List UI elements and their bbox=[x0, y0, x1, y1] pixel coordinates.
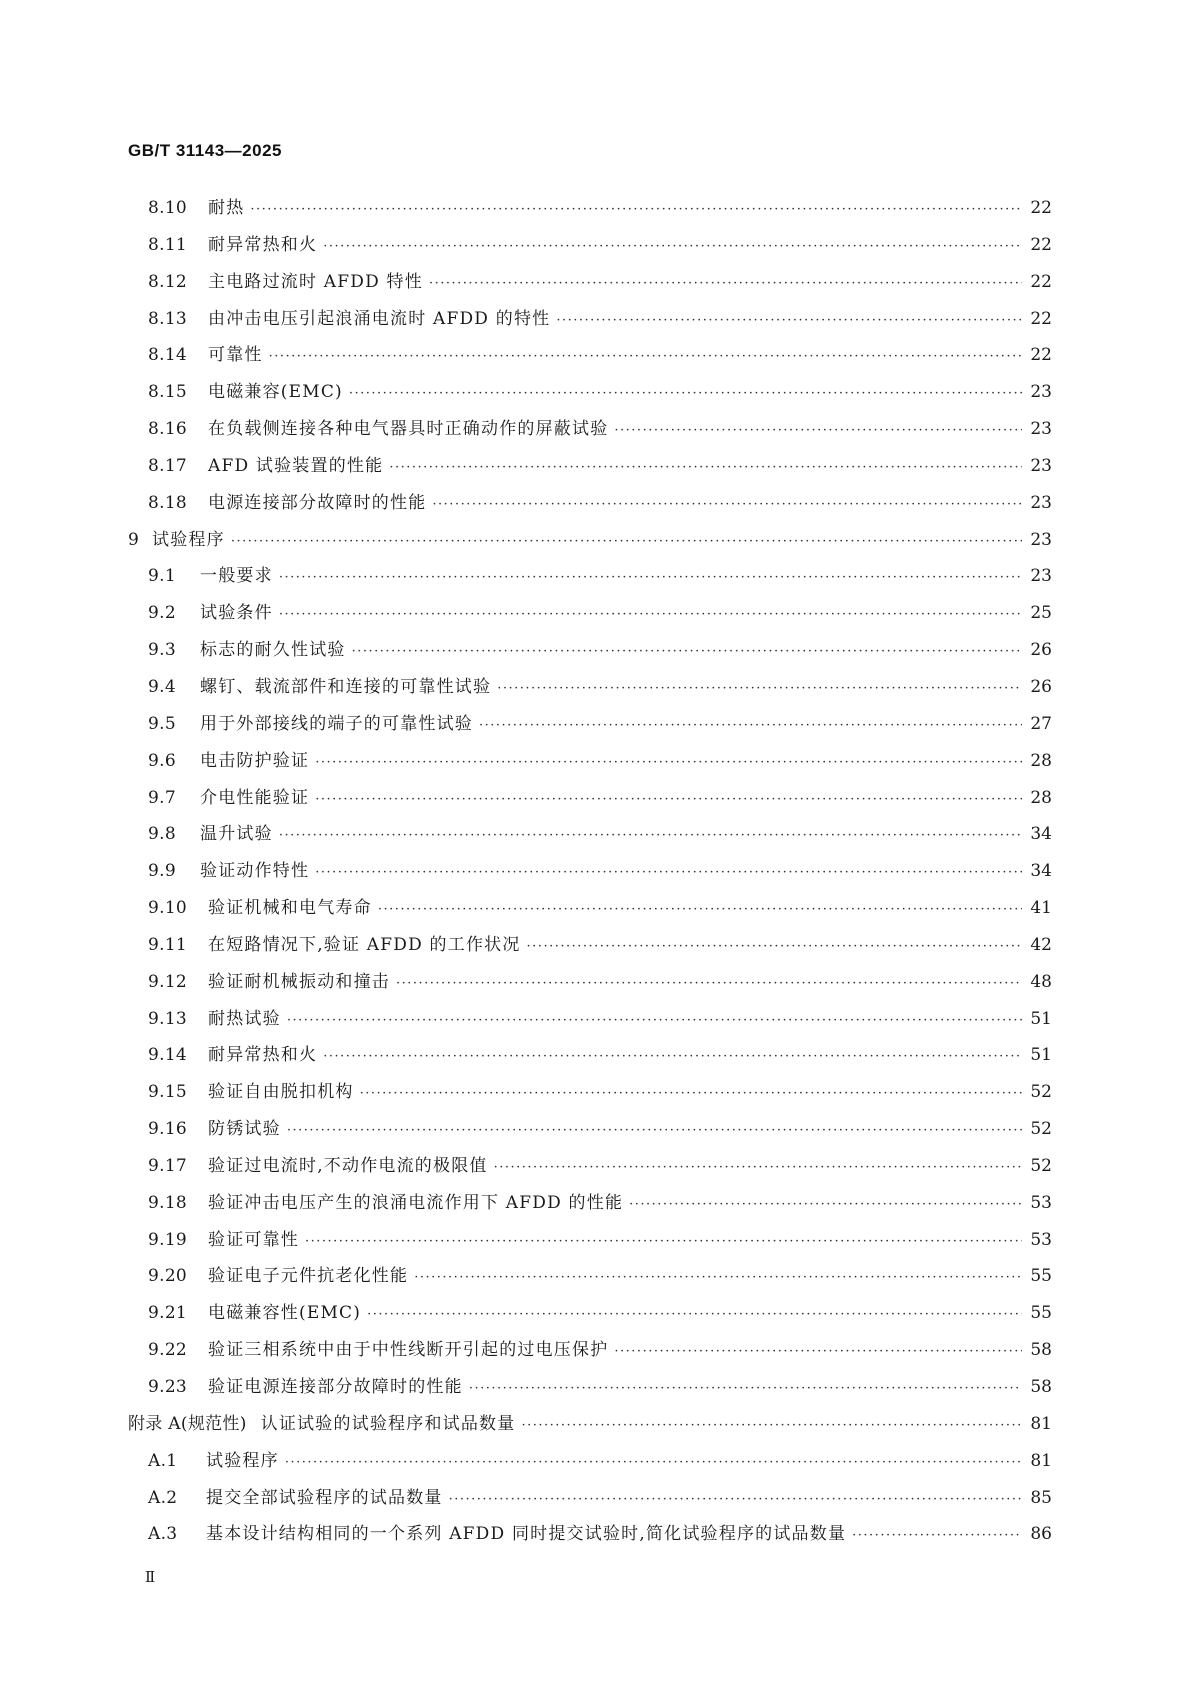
toc-entry-page: 34 bbox=[1030, 824, 1052, 845]
toc-entry-title: 提交全部试验程序的试品数量 bbox=[206, 1487, 443, 1508]
toc-entry[interactable] bbox=[128, 1372, 1052, 1409]
toc-dot-leader bbox=[287, 1123, 1022, 1138]
toc-entry-number: 9.1 bbox=[148, 566, 176, 587]
toc-entry-number: 9.17 bbox=[148, 1155, 188, 1176]
toc-entry[interactable] bbox=[128, 451, 1052, 488]
toc-dot-leader bbox=[323, 239, 1022, 254]
toc-entry-title: 耐热 bbox=[208, 198, 245, 218]
toc-dot-leader bbox=[349, 386, 1022, 401]
toc-entry-number: 9.20 bbox=[148, 1266, 188, 1287]
toc-entry-page: 55 bbox=[1030, 1303, 1052, 1324]
toc-entry-number: 8.17 bbox=[148, 455, 188, 476]
toc-entry-number: 附录 A(规范性) bbox=[128, 1413, 247, 1434]
toc-entry-page: 22 bbox=[1030, 308, 1052, 329]
toc-entry[interactable] bbox=[128, 819, 1052, 856]
toc-entry[interactable] bbox=[128, 635, 1052, 672]
toc-entry-page: 85 bbox=[1030, 1487, 1052, 1508]
toc-entry-number: 9.15 bbox=[148, 1082, 188, 1103]
toc-dot-leader bbox=[287, 1013, 1022, 1028]
toc-dot-leader bbox=[432, 497, 1022, 512]
toc-dot-leader bbox=[556, 313, 1022, 328]
toc-entry-page: 86 bbox=[1030, 1524, 1052, 1545]
toc-entry[interactable] bbox=[128, 672, 1052, 709]
toc-entry-title: 在负载侧连接各种电气器具时正确动作的屏蔽试验 bbox=[208, 419, 609, 440]
toc-entry-number: 9.13 bbox=[148, 1008, 188, 1029]
toc-entry-page: 23 bbox=[1030, 419, 1052, 440]
toc-entry[interactable] bbox=[128, 1004, 1052, 1041]
toc-entry-title: 验证动作特性 bbox=[200, 861, 310, 882]
toc-entry[interactable] bbox=[128, 893, 1052, 930]
toc-entry-page: 48 bbox=[1030, 971, 1052, 992]
toc-entry-title: 验证自由脱扣机构 bbox=[208, 1082, 354, 1103]
toc-entry-number: 9.23 bbox=[148, 1377, 188, 1397]
toc-dot-leader bbox=[305, 1234, 1022, 1249]
toc-entry-number: 8.10 bbox=[148, 198, 188, 218]
toc-entry-number: 9.7 bbox=[148, 787, 176, 808]
toc-entry-page: 51 bbox=[1030, 1045, 1052, 1066]
toc-entry-page: 23 bbox=[1030, 529, 1052, 550]
toc-entry[interactable] bbox=[128, 1483, 1052, 1520]
toc-entry[interactable] bbox=[128, 1335, 1052, 1372]
toc-entry-number: 9.22 bbox=[148, 1340, 188, 1361]
toc-entry-title: 主电路过流时 AFDD 特性 bbox=[208, 271, 423, 292]
toc-entry-number: 9.6 bbox=[148, 750, 176, 771]
toc-entry-number: 9.16 bbox=[148, 1119, 188, 1140]
toc-entry-title: 电源连接部分故障时的性能 bbox=[208, 492, 427, 513]
toc-entry-number: 8.16 bbox=[148, 419, 188, 440]
toc-dot-leader bbox=[494, 1160, 1022, 1175]
toc-entry[interactable] bbox=[128, 304, 1052, 341]
toc-entry-number: 9.18 bbox=[148, 1192, 188, 1213]
toc-dot-leader bbox=[279, 828, 1022, 843]
toc-entry-page: 42 bbox=[1030, 934, 1052, 955]
toc-dot-leader bbox=[614, 423, 1022, 438]
toc-dot-leader bbox=[521, 1418, 1022, 1433]
toc-entry-title: 试验程序 bbox=[152, 529, 225, 550]
toc-entry-number: 9.4 bbox=[148, 676, 176, 697]
table-of-contents bbox=[128, 193, 1052, 1556]
toc-entry-title: 试验条件 bbox=[200, 603, 273, 624]
toc-entry[interactable] bbox=[128, 746, 1052, 783]
toc-entry-page: 55 bbox=[1030, 1266, 1052, 1287]
toc-entry-page: 23 bbox=[1030, 382, 1052, 403]
toc-entry-title: 验证耐机械振动和撞击 bbox=[208, 971, 390, 992]
toc-entry-page: 23 bbox=[1030, 492, 1052, 513]
toc-entry-title: 验证电源连接部分故障时的性能 bbox=[208, 1377, 463, 1397]
toc-entry-number: 8.18 bbox=[148, 492, 188, 513]
toc-entry-page: 27 bbox=[1030, 713, 1052, 734]
toc-entry-title: 耐异常热和火 bbox=[208, 234, 318, 255]
toc-dot-leader bbox=[449, 1492, 1022, 1507]
toc-entry-title: 螺钉、载流部件和连接的可靠性试验 bbox=[200, 676, 492, 697]
toc-entry[interactable] bbox=[128, 193, 1052, 230]
toc-entry[interactable] bbox=[128, 1225, 1052, 1262]
toc-entry[interactable] bbox=[128, 1151, 1052, 1188]
toc-entry-page: 26 bbox=[1030, 676, 1052, 697]
toc-entry[interactable] bbox=[128, 230, 1052, 267]
toc-entry-title: 标志的耐久性试验 bbox=[200, 640, 346, 661]
toc-entry[interactable] bbox=[128, 709, 1052, 746]
toc-entry[interactable] bbox=[128, 1519, 1052, 1556]
toc-entry-title: 用于外部接线的端子的可靠性试验 bbox=[200, 713, 473, 734]
toc-entry-title: 验证三相系统中由于中性线断开引起的过电压保护 bbox=[208, 1340, 609, 1361]
toc-entry-number: 9.12 bbox=[148, 971, 188, 992]
toc-entry-page: 23 bbox=[1030, 455, 1052, 476]
toc-entry[interactable] bbox=[128, 1298, 1052, 1335]
toc-entry-page: 52 bbox=[1030, 1082, 1052, 1103]
toc-entry[interactable] bbox=[128, 783, 1052, 820]
toc-entry-title: 验证电子元件抗老化性能 bbox=[208, 1266, 409, 1287]
toc-entry[interactable] bbox=[128, 267, 1052, 304]
toc-entry[interactable] bbox=[128, 1188, 1052, 1225]
toc-entry-number: 9.3 bbox=[148, 640, 176, 661]
toc-entry[interactable] bbox=[128, 1261, 1052, 1298]
toc-entry-title: 验证可靠性 bbox=[208, 1229, 299, 1250]
toc-dot-leader bbox=[285, 1455, 1022, 1470]
toc-dot-leader bbox=[629, 1197, 1022, 1212]
toc-entry-number: 9.9 bbox=[148, 861, 176, 882]
toc-entry-title: 基本设计结构相同的一个系列 AFDD 同时提交试验时,简化试验程序的试品数量 bbox=[206, 1524, 847, 1545]
toc-entry-number: 9.2 bbox=[148, 603, 176, 624]
toc-entry-page: 22 bbox=[1030, 345, 1052, 366]
toc-entry-number: 9.21 bbox=[148, 1303, 188, 1324]
toc-dot-leader bbox=[315, 865, 1022, 880]
toc-entry-title: 介电性能验证 bbox=[200, 787, 310, 808]
toc-entry-page: 22 bbox=[1030, 198, 1052, 218]
toc-entry-title: 电击防护验证 bbox=[200, 750, 310, 771]
toc-entry-title: 防锈试验 bbox=[208, 1119, 281, 1140]
toc-dot-leader bbox=[469, 1381, 1022, 1396]
toc-entry[interactable] bbox=[128, 967, 1052, 1004]
toc-entry[interactable] bbox=[128, 377, 1052, 414]
toc-entry-number: 9.8 bbox=[148, 824, 176, 845]
toc-dot-leader bbox=[497, 681, 1022, 696]
toc-entry-number: 8.13 bbox=[148, 308, 188, 329]
toc-dot-leader bbox=[231, 534, 1022, 549]
toc-dot-leader bbox=[367, 1307, 1022, 1322]
toc-dot-leader bbox=[852, 1528, 1022, 1543]
toc-entry-page: 52 bbox=[1030, 1155, 1052, 1176]
toc-entry-number: 8.14 bbox=[148, 345, 188, 366]
toc-entry-page: 81 bbox=[1030, 1413, 1052, 1434]
toc-dot-leader bbox=[323, 1049, 1022, 1064]
toc-dot-leader bbox=[269, 349, 1022, 364]
toc-dot-leader bbox=[614, 1344, 1022, 1359]
toc-entry-title: 试验程序 bbox=[206, 1450, 279, 1471]
toc-entry-page: 22 bbox=[1030, 271, 1052, 292]
toc-dot-leader bbox=[360, 1086, 1022, 1101]
toc-entry-title: 由冲击电压引起浪涌电流时 AFDD 的特性 bbox=[208, 308, 551, 329]
toc-entry[interactable] bbox=[128, 598, 1052, 635]
toc-entry-page: 25 bbox=[1030, 603, 1052, 624]
toc-dot-leader bbox=[414, 1270, 1022, 1285]
toc-dot-leader bbox=[479, 718, 1022, 733]
toc-entry-title: 一般要求 bbox=[200, 566, 273, 587]
toc-entry-number: 9.5 bbox=[148, 713, 176, 734]
toc-entry-number: 9.10 bbox=[148, 898, 188, 919]
toc-entry[interactable] bbox=[128, 1040, 1052, 1077]
toc-entry-title: 耐热试验 bbox=[208, 1008, 281, 1029]
toc-entry[interactable] bbox=[128, 340, 1052, 377]
toc-entry-number: A.3 bbox=[148, 1524, 178, 1545]
toc-entry-title: 在短路情况下,验证 AFDD 的工作状况 bbox=[208, 934, 521, 955]
toc-entry-title: 电磁兼容(EMC) bbox=[208, 382, 343, 403]
toc-entry-number: 9.14 bbox=[148, 1045, 188, 1066]
toc-entry[interactable] bbox=[128, 1409, 1052, 1446]
toc-entry-number: 8.11 bbox=[148, 234, 188, 255]
toc-entry-page: 53 bbox=[1030, 1229, 1052, 1250]
toc-entry-title: 温升试验 bbox=[200, 824, 273, 845]
toc-dot-leader bbox=[378, 902, 1022, 917]
toc-entry-number: 9.11 bbox=[148, 934, 188, 955]
toc-entry-page: 52 bbox=[1030, 1119, 1052, 1140]
toc-dot-leader bbox=[250, 202, 1022, 217]
toc-entry-number: A.2 bbox=[148, 1487, 178, 1508]
page-number: Ⅱ bbox=[145, 1568, 156, 1586]
toc-entry-title: 电磁兼容性(EMC) bbox=[208, 1303, 362, 1324]
toc-entry-page: 51 bbox=[1030, 1008, 1052, 1029]
toc-entry[interactable] bbox=[128, 488, 1052, 525]
toc-entry-number: 8.12 bbox=[148, 271, 188, 292]
toc-entry[interactable] bbox=[128, 930, 1052, 967]
toc-entry-title: 认证试验的试验程序和试品数量 bbox=[260, 1413, 516, 1434]
toc-entry-page: 22 bbox=[1030, 234, 1052, 255]
toc-entry-title: 验证过电流时,不动作电流的极限值 bbox=[208, 1155, 488, 1176]
toc-entry-title: 可靠性 bbox=[208, 345, 263, 366]
toc-dot-leader bbox=[315, 792, 1022, 807]
toc-entry[interactable] bbox=[128, 1114, 1052, 1151]
toc-entry[interactable] bbox=[128, 414, 1052, 451]
toc-dot-leader bbox=[279, 570, 1022, 585]
toc-dot-leader bbox=[279, 607, 1022, 622]
standard-id: GB/T 31143—2025 bbox=[128, 141, 282, 160]
toc-entry-title: 耐异常热和火 bbox=[208, 1045, 318, 1066]
toc-dot-leader bbox=[315, 755, 1022, 770]
toc-entry[interactable] bbox=[128, 1077, 1052, 1114]
toc-entry-page: 53 bbox=[1030, 1192, 1052, 1213]
toc-entry-title: 验证冲击电压产生的浪涌电流作用下 AFDD 的性能 bbox=[208, 1192, 624, 1213]
toc-entry-page: 26 bbox=[1030, 640, 1052, 661]
toc-entry-page: 28 bbox=[1030, 750, 1052, 771]
toc-entry-page: 28 bbox=[1030, 787, 1052, 808]
toc-entry[interactable] bbox=[128, 1446, 1052, 1483]
toc-entry-page: 34 bbox=[1030, 861, 1052, 882]
toc-entry[interactable] bbox=[128, 856, 1052, 893]
toc-entry-title: AFD 试验装置的性能 bbox=[208, 455, 384, 476]
toc-dot-leader bbox=[396, 976, 1022, 991]
toc-entry-number: A.1 bbox=[148, 1450, 178, 1471]
toc-entry[interactable] bbox=[128, 561, 1052, 598]
toc-entry[interactable] bbox=[128, 525, 1052, 562]
toc-entry-title: 验证机械和电气寿命 bbox=[208, 898, 372, 919]
toc-dot-leader bbox=[429, 276, 1022, 291]
toc-dot-leader bbox=[352, 644, 1022, 659]
toc-entry-page: 23 bbox=[1030, 566, 1052, 587]
toc-entry-page: 58 bbox=[1030, 1340, 1052, 1361]
toc-entry-number: 9 bbox=[128, 529, 140, 550]
toc-entry-page: 41 bbox=[1030, 898, 1052, 919]
toc-dot-leader bbox=[527, 939, 1022, 954]
toc-entry-number: 8.15 bbox=[148, 382, 188, 403]
toc-dot-leader bbox=[389, 460, 1022, 475]
toc-entry-number: 9.19 bbox=[148, 1229, 188, 1250]
toc-entry-page: 81 bbox=[1030, 1450, 1052, 1471]
toc-entry-page: 58 bbox=[1030, 1377, 1052, 1397]
